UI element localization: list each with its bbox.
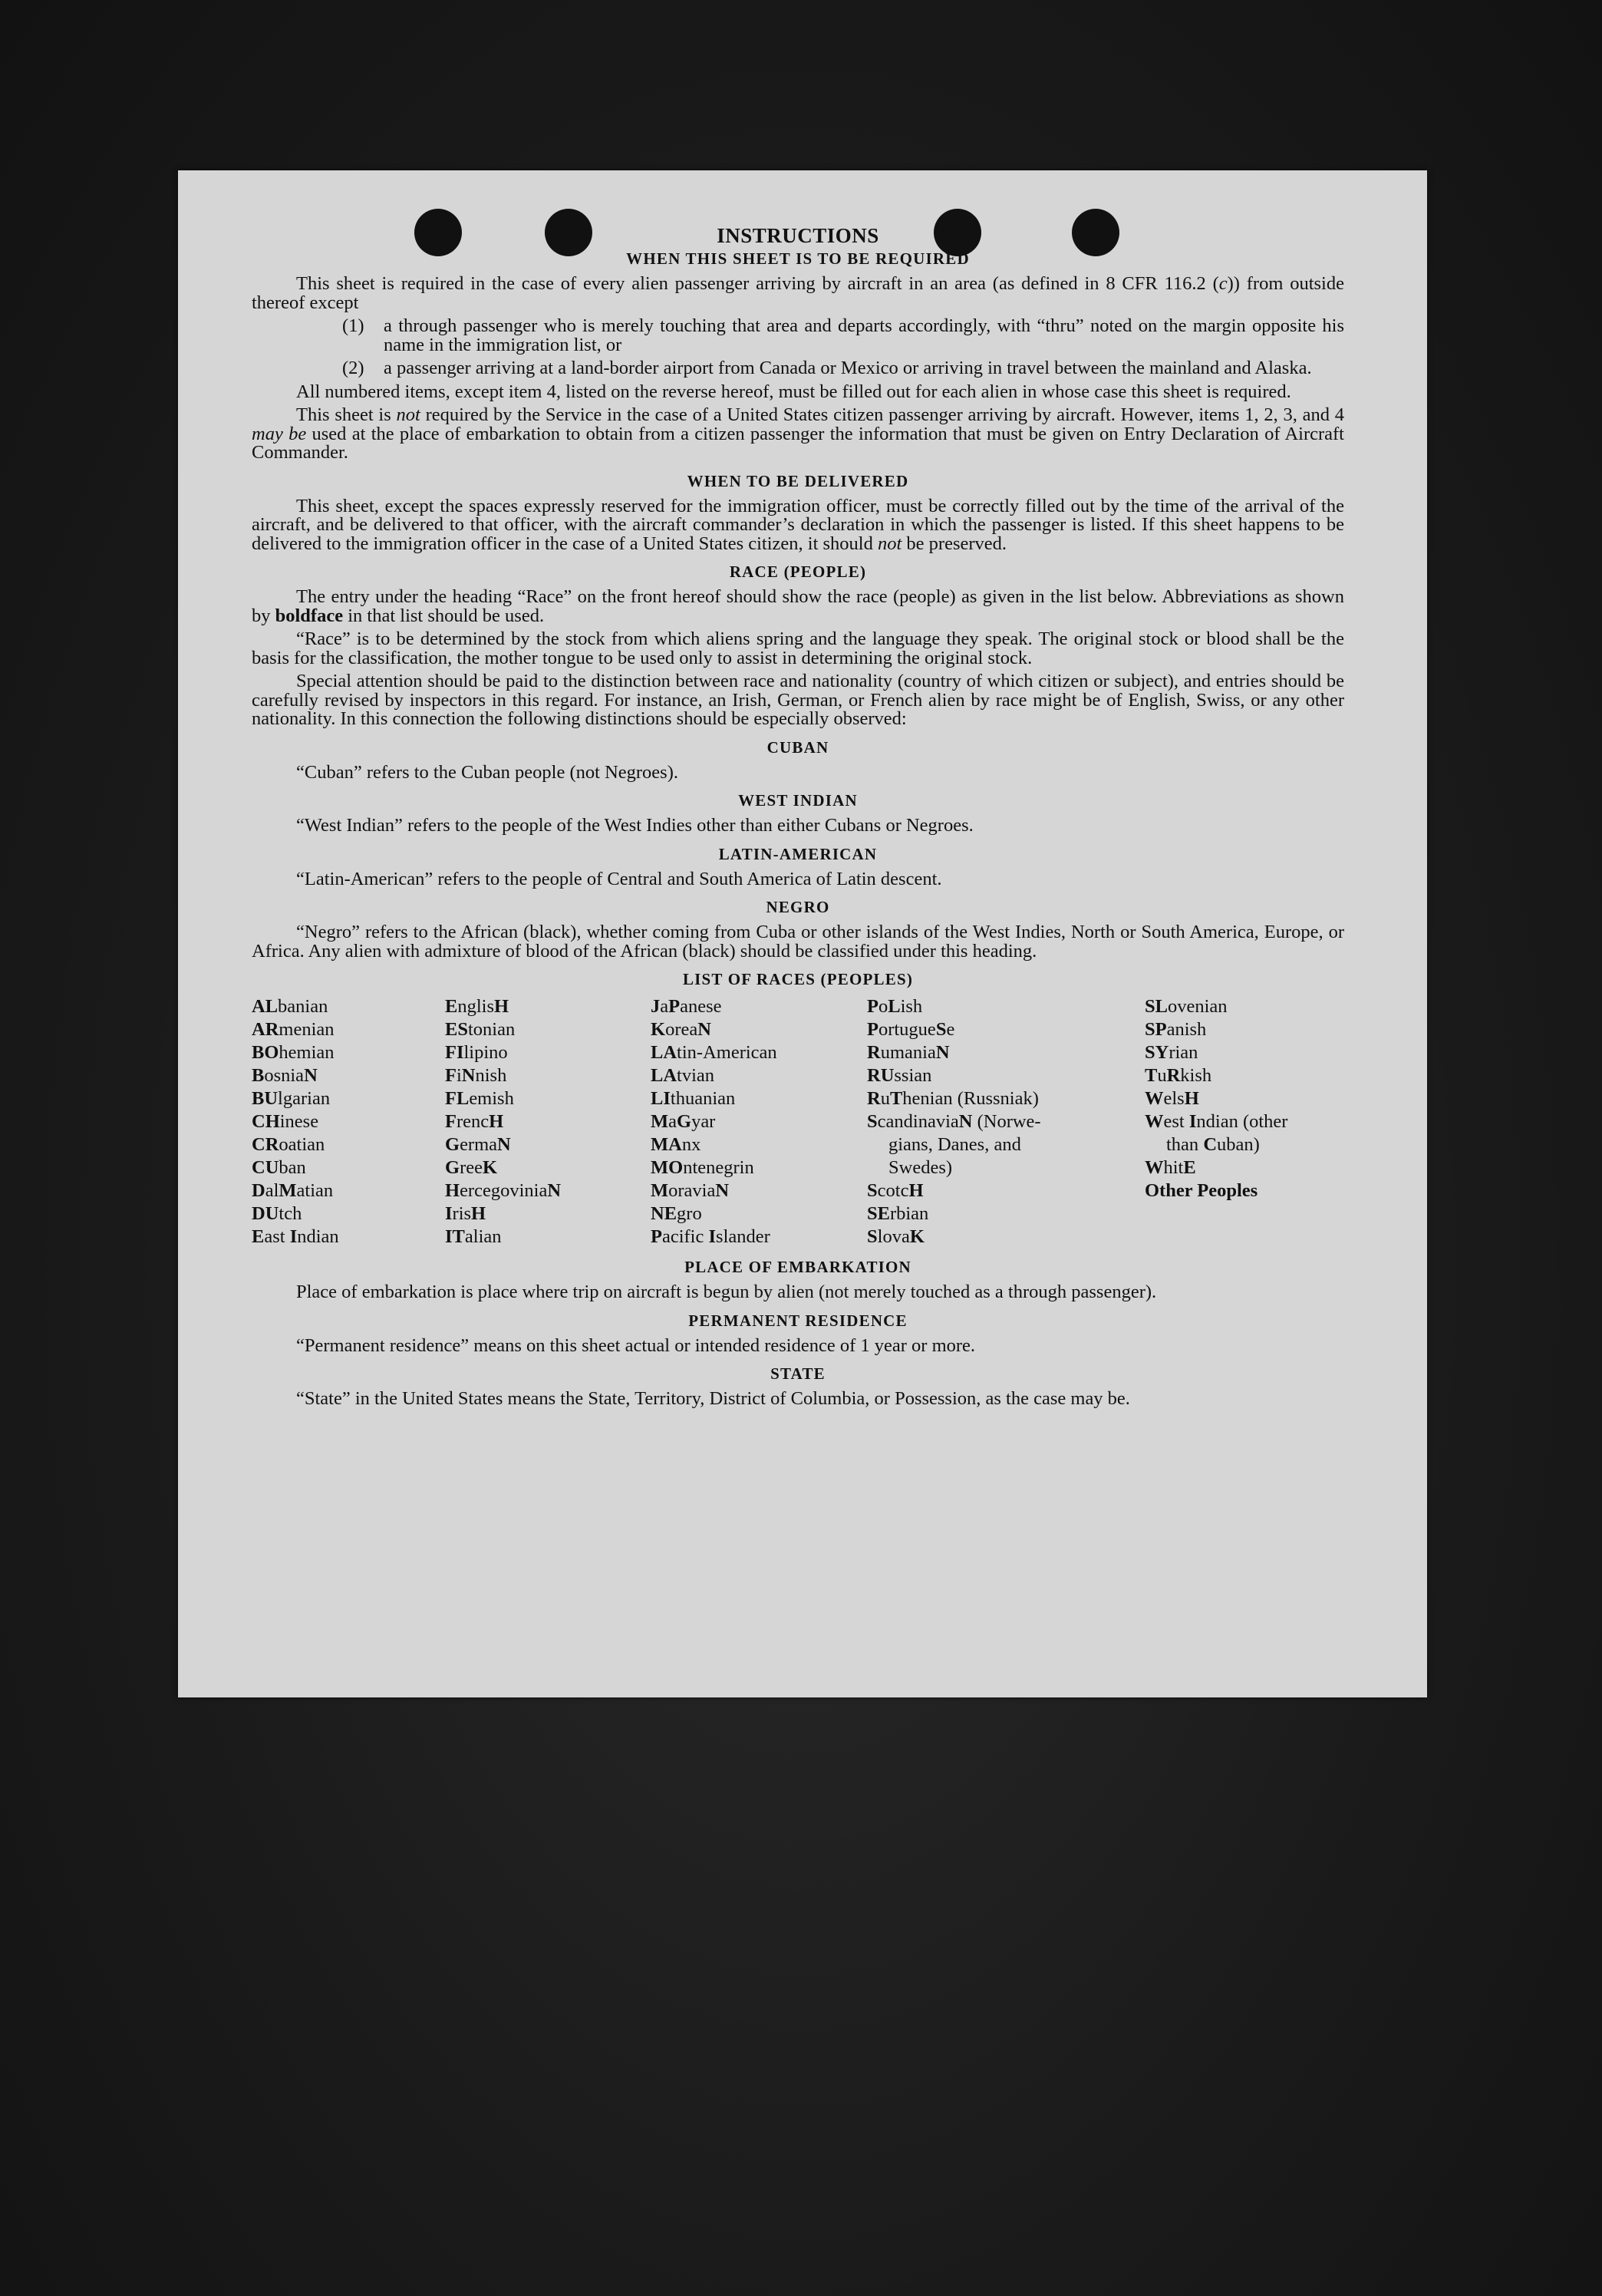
race-entry: KoreaN — [651, 1019, 711, 1040]
race-entry: ScotcH — [867, 1180, 924, 1201]
heading-state: STATE — [770, 1364, 826, 1383]
heading-race: RACE (PEOPLE) — [729, 562, 867, 581]
race-column-4 — [867, 995, 1145, 1249]
race-entry: MOntenegrin — [651, 1157, 754, 1178]
race-entry: EStonian — [445, 1019, 516, 1040]
race-entry: EnglisH — [445, 996, 509, 1017]
page-title: INSTRUCTIONS — [717, 224, 879, 247]
race-column-5 — [1145, 995, 1344, 1249]
race-entry: SErbian — [867, 1203, 929, 1224]
race-entry: LAtvian — [651, 1065, 715, 1086]
race-entry: SYrian — [1145, 1042, 1198, 1063]
exception-item-1: (1) a through passenger who is merely touching that area and departs accordingly, with “thru” noted on the margin opposite his name in the immigration list, or — [342, 315, 1344, 355]
race-para3: Special attention should be paid to the distinction between race and nationality (country of which citizen or subject), and entries should be carefully revised by inspectors in this regard. For instance, an Irish, German, or French alien by race might be of English, Swiss, or any other nationality. In this connection the following distinctions should be especially observed: — [252, 671, 1344, 729]
race-entry: SPanish — [1145, 1019, 1207, 1040]
race-entry: PortugueSe — [867, 1019, 955, 1040]
heading-permanent-residence: PERMANENT RESIDENCE — [688, 1311, 908, 1330]
race-entry: SLovenian — [1145, 996, 1228, 1017]
heading-latin-american: LATIN-AMERICAN — [718, 844, 878, 863]
race-para2: “Race” is to be determined by the stock from which aliens spring and the language they speak. The original stock or blood shall be the basis for the classification, the mother tongue to be used only to assist in determining the original stock. — [252, 628, 1344, 668]
exception-item-2: (2) a passenger arriving at a land-border airport from Canada or Mexico or arriving in travel between the mainland and Alaska. — [342, 358, 1312, 378]
document-sheet — [178, 170, 1427, 1697]
race-entry: Swedes) — [888, 1157, 953, 1178]
when-required-para3: This sheet is not required by the Service in the case of a United States citizen passenger arriving by aircraft. However, items 1, 2, 3, and 4 may be used at the place of embarkation to obtain from a citizen passenger the information that must be given on Entry Declaration of Aircraft Commander. — [252, 404, 1344, 463]
state-text: “State” in the United States means the State, Territory, District of Columbia, or Possession, as the case may be. — [296, 1388, 1130, 1409]
race-list — [252, 995, 1344, 1249]
heading-west-indian: WEST INDIAN — [738, 791, 858, 810]
race-entry: Pacific Islander — [651, 1226, 770, 1247]
latin-american-text: “Latin-American” refers to the people of Central and South America of Latin descent. — [296, 868, 942, 889]
race-entry: CRoatian — [252, 1134, 325, 1155]
race-entry: MAnx — [651, 1134, 701, 1155]
race-entry: NEgro — [651, 1203, 702, 1224]
race-entry: CHinese — [252, 1111, 319, 1132]
race-entry: PoLish — [867, 996, 923, 1017]
race-entry: WhitE — [1145, 1157, 1196, 1178]
when-delivered-para: This sheet, except the spaces expressly reserved for the immigration officer, must be correctly filled out by the time of the arrival of the aircraft, and be delivered to that officer, with the aircraft commander’s declaration in which the passenger is listed. If this sheet happens to be delivered to the immigration officer in the case of a United States citizen, it should not be preserved. — [252, 495, 1344, 554]
race-entry: ARmenian — [252, 1019, 335, 1040]
race-entry: TuRkish — [1145, 1065, 1212, 1086]
race-entry: BOhemian — [252, 1042, 335, 1063]
cuban-text: “Cuban” refers to the Cuban people (not Negroes). — [296, 761, 678, 783]
race-entry: IrisH — [445, 1203, 486, 1224]
race-para1: The entry under the heading “Race” on the front hereof should show the race (people) as given in the list below. Abbreviations as shown by boldface in that list should be used. — [252, 586, 1344, 626]
west-indian-text: “West Indian” refers to the people of the West Indies other than either Cubans or Negroes. — [296, 815, 974, 836]
race-entry: DalMatian — [252, 1180, 334, 1201]
race-entry: East Indian — [252, 1226, 339, 1247]
embarkation-text: Place of embarkation is place where trip on aircraft is begun by alien (not merely touched as a through passenger). — [296, 1282, 1157, 1302]
race-entry: West Indian (other — [1145, 1111, 1288, 1132]
race-entry: HercegoviniaN — [445, 1180, 562, 1201]
race-entry: DUtch — [252, 1203, 302, 1224]
race-column-3 — [651, 995, 867, 1249]
heading-list-of-races: LIST OF RACES (PEOPLES) — [682, 970, 914, 988]
race-entry: FiNnish — [445, 1065, 507, 1086]
race-entry: LAtin-American — [651, 1042, 777, 1063]
race-entry: Other Peoples — [1145, 1180, 1258, 1201]
race-entry: than Cuban) — [1166, 1134, 1260, 1155]
race-entry: JaPanese — [651, 996, 722, 1017]
heading-embarkation: PLACE OF EMBARKATION — [684, 1258, 911, 1276]
when-required-para1: This sheet is required in the case of every alien passenger arriving by aircraft in an area (as defined in 8 CFR 116.2 (c)) from outside thereof except — [252, 273, 1344, 313]
race-entry: RUssian — [867, 1065, 932, 1086]
heading-when-delivered: WHEN TO BE DELIVERED — [687, 471, 909, 490]
race-entry: MaGyar — [651, 1111, 716, 1132]
heading-cuban: CUBAN — [766, 737, 829, 757]
negro-text: “Negro” refers to the African (black), whether coming from Cuba or other islands of the West Indies, North or South America, Europe, or Africa. Any alien with admixture of blood of the African (black) should be classified under this heading. — [252, 922, 1344, 962]
instructions-body — [252, 226, 1344, 1414]
race-entry: CUban — [252, 1157, 306, 1178]
heading-negro: NEGRO — [766, 898, 830, 916]
race-entry: BosniaN — [252, 1065, 318, 1086]
race-entry: ScandinaviaN (Norwe- — [867, 1111, 1041, 1132]
race-entry: FIlipino — [445, 1042, 508, 1063]
race-entry: SlovaK — [867, 1226, 925, 1247]
race-entry: RuThenian (Russniak) — [867, 1088, 1039, 1109]
residence-text: “Permanent residence” means on this sheet actual or intended residence of 1 year or more. — [296, 1334, 976, 1356]
race-entry: GermaN — [445, 1134, 511, 1155]
race-entry: ITalian — [445, 1226, 502, 1247]
race-entry: BUlgarian — [252, 1088, 331, 1109]
race-entry: FLemish — [445, 1088, 514, 1109]
race-entry: LIthuanian — [651, 1088, 736, 1109]
race-entry: gians, Danes, and — [888, 1134, 1021, 1155]
race-column-1 — [252, 995, 445, 1249]
race-column-2 — [445, 995, 651, 1249]
race-entry: WelsH — [1145, 1088, 1199, 1109]
when-required-para2: All numbered items, except item 4, listed on the reverse hereof, must be filled out for each alien in whose case this sheet is required. — [296, 381, 1291, 402]
heading-when-required: WHEN THIS SHEET IS TO BE REQUIRED — [626, 249, 970, 268]
race-entry: RumaniaN — [867, 1042, 950, 1063]
race-entry: GreeK — [445, 1157, 498, 1178]
race-entry: ALbanian — [252, 996, 328, 1017]
race-entry: FrencH — [445, 1111, 504, 1132]
race-entry: MoraviaN — [651, 1180, 730, 1201]
